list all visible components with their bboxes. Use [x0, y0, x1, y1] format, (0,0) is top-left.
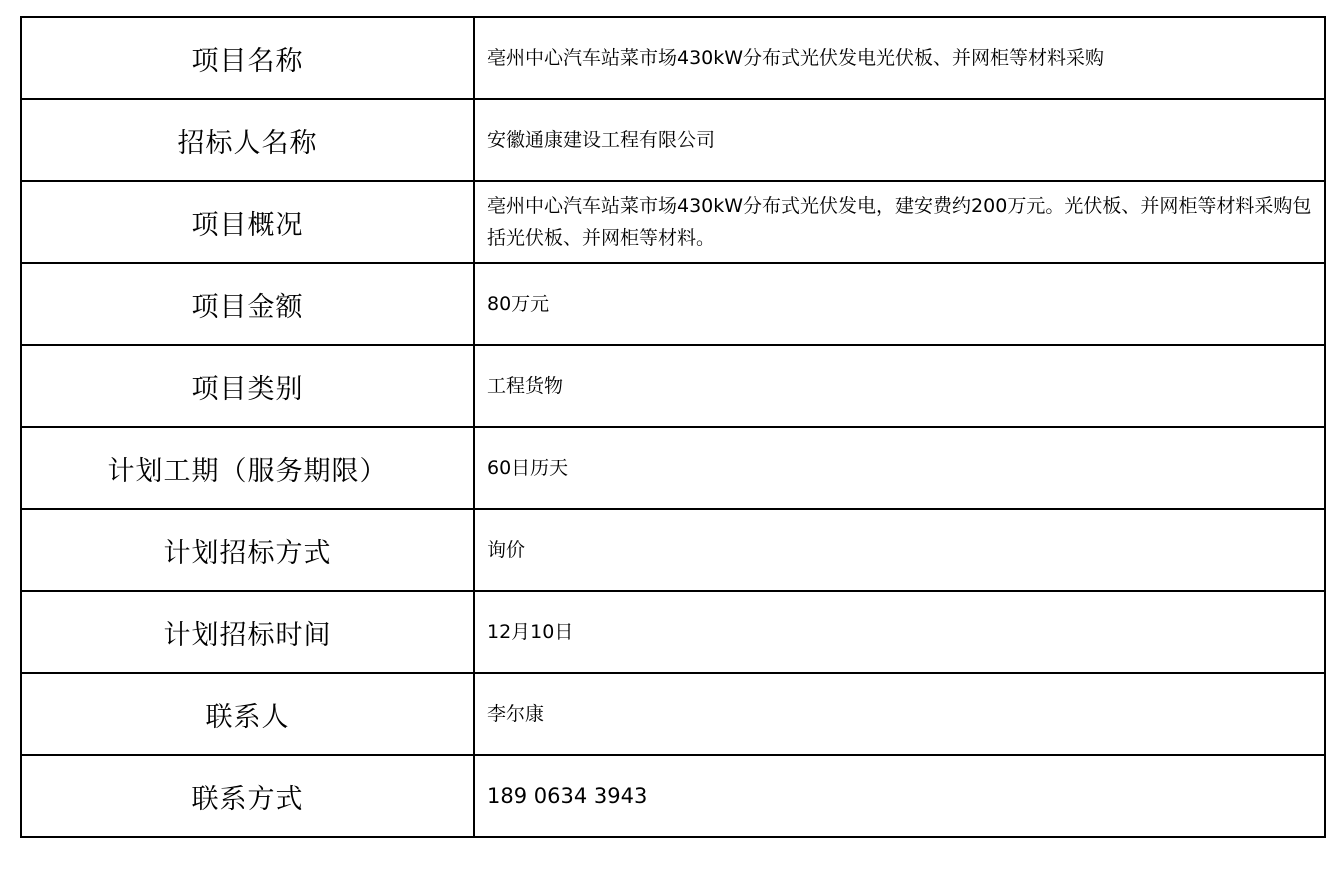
table-row-contact-person: [21, 673, 1325, 755]
table-row-project-name: [21, 17, 1325, 99]
table-row-project-overview: [21, 181, 1325, 263]
label-project-overview: 项目概况: [21, 181, 474, 263]
table-row-contact-method: [21, 755, 1325, 837]
value-project-category: 工程货物: [474, 345, 1325, 427]
table-row-tenderer-name: [21, 99, 1325, 181]
value-contact-method: 189 0634 3943: [474, 755, 1325, 837]
label-project-name: 项目名称: [21, 17, 474, 99]
value-tender-method: 询价: [474, 509, 1325, 591]
table-row-tender-time: [21, 591, 1325, 673]
value-planned-duration: 60日历天: [474, 427, 1325, 509]
value-project-overview: 亳州中心汽车站菜市场430kW分布式光伏发电，建安费约200万元。光伏板、并网柜等材料采购包括光伏板、并网柜等材料。: [474, 181, 1325, 263]
project-info-table: [20, 16, 1326, 838]
value-project-amount: 80万元: [474, 263, 1325, 345]
value-tenderer-name: 安徽通康建设工程有限公司: [474, 99, 1325, 181]
label-project-amount: 项目金额: [21, 263, 474, 345]
table-row-planned-duration: [21, 427, 1325, 509]
label-planned-duration: 计划工期（服务期限）: [21, 427, 474, 509]
value-contact-person: 李尔康: [474, 673, 1325, 755]
table-row-project-amount: [21, 263, 1325, 345]
label-contact-method: 联系方式: [21, 755, 474, 837]
label-tenderer-name: 招标人名称: [21, 99, 474, 181]
value-project-name: 亳州中心汽车站菜市场430kW分布式光伏发电光伏板、并网柜等材料采购: [474, 17, 1325, 99]
label-project-category: 项目类别: [21, 345, 474, 427]
table-row-tender-method: [21, 509, 1325, 591]
label-tender-method: 计划招标方式: [21, 509, 474, 591]
value-tender-time: 12月10日: [474, 591, 1325, 673]
table-row-project-category: [21, 345, 1325, 427]
label-contact-person: 联系人: [21, 673, 474, 755]
label-tender-time: 计划招标时间: [21, 591, 474, 673]
